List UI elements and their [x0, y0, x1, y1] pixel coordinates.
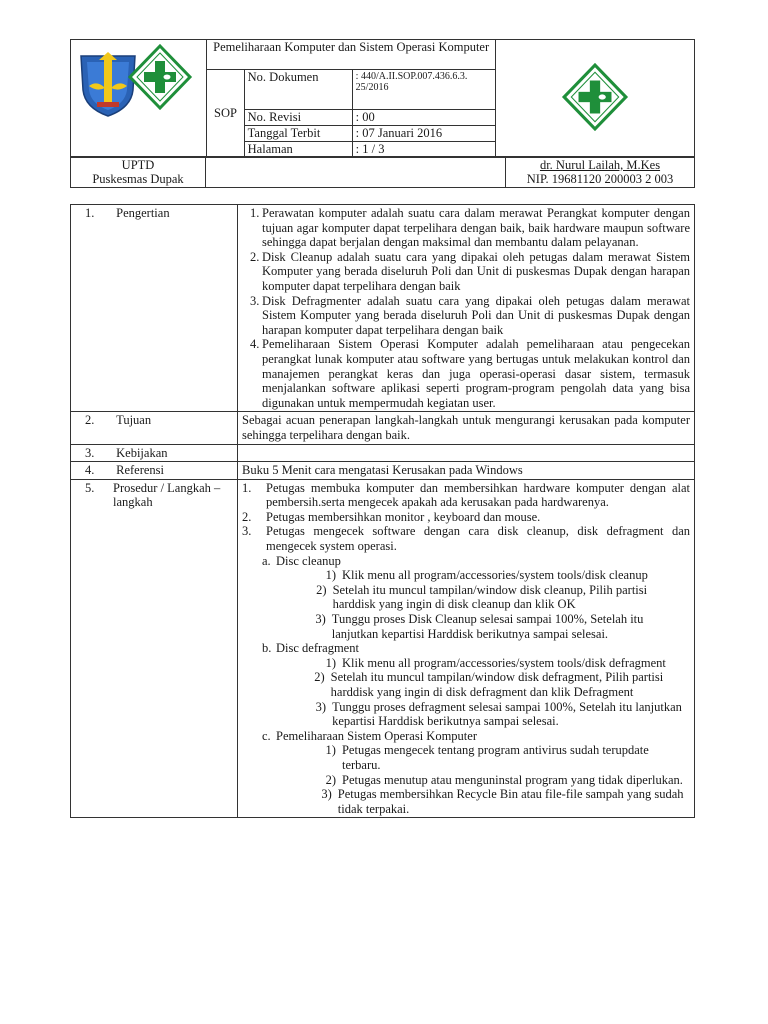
- blank-cell: [206, 157, 506, 188]
- procedure-substep: 3) Petugas membersihkan Recycle Bin atau file-file sampah yang sudah tidak terpakai.: [321, 787, 684, 816]
- sop-label-cell: [207, 70, 244, 158]
- list-item: 3. Disk Defragmenter adalah suatu cara yang dipakai oleh petugas dalam merawat Sistem Komputer yang berada diseluruh Poli dan Unit di puskesmas Dupak dengan harapan komputer dapat terpelihara dengan baik: [250, 293, 690, 337]
- revision-label: No. Revisi: [244, 110, 352, 126]
- procedure-step: 3. Petugas mengecek software dengan cara disk cleanup, disk defragment dan mengecek system operasi.: [242, 524, 690, 554]
- row-pengertian: [71, 205, 695, 412]
- header-footer-row: [70, 156, 695, 188]
- issue-date-label: Tanggal Terbit: [244, 126, 352, 142]
- procedure-step: 1. Petugas membuka komputer dan membersihkan hardware komputer dengan alat pembersih.serta mengecek apakah ada kerusakan pada hardwarenya.: [242, 480, 690, 510]
- puskesmas-cross-icon: [127, 44, 193, 110]
- doc-number-label: No. Dokumen: [244, 70, 352, 110]
- page-label: Halaman: [244, 142, 352, 158]
- logo-cell: [71, 40, 207, 158]
- document-title: Pemeliharaan Komputer dan Sistem Operasi Komputer: [213, 40, 490, 54]
- section-label-cell: 2. Tujuan: [71, 412, 238, 444]
- section-label-cell: 3. Kebijakan: [71, 444, 238, 462]
- section-content-cell: [238, 444, 695, 462]
- section-label-cell: 4. Referensi: [71, 462, 238, 480]
- signer-nip: NIP. 19681120 200003 2 003: [526, 172, 674, 186]
- procedure-substep: 1) Petugas mengecek tentang program antivirus sudah terupdate terbaru.: [325, 743, 649, 772]
- section-content-cell: Sebagai acuan penerapan langkah-langkah untuk mengurangi kerusakan pada komputer sehingga terpelihara dengan baik.: [238, 412, 695, 444]
- section-content-cell: Buku 5 Menit cara mengatasi Kerusakan pada Windows: [238, 462, 695, 480]
- org-cell: [71, 157, 206, 188]
- signer-name: dr. Nurul Lailah, M.Kes: [539, 158, 661, 172]
- section-label-cell: [71, 205, 238, 412]
- procedure-subsection: b. Disc defragment: [262, 641, 359, 656]
- revision-value: : 00: [352, 110, 495, 126]
- list-item: 4. Pemeliharaan Sistem Operasi Komputer adalah pemeliharaan atau pengecekan perangkat lunak komputer atau software yang bertugas untuk melakukan kontrol dan manajemen perangkat keras dan juga operasi-operasi dasar sistem, termasuk menjalankan software aplikasi seperti program-program pengolah data yang bisa digunakan untuk mempermudah kegiatan user.: [250, 337, 690, 410]
- issue-date-value: : 07 Januari 2016: [352, 126, 495, 142]
- section-number: 1.: [85, 206, 95, 220]
- list-item: 2. Disk Cleanup adalah suatu cara yang dipakai oleh petugas dalam merawat Sistem Komputer yang berada diseluruh Poli dan Unit di puskesmas Dupak dengan harapan komputer dapat terpelihara dengan baik: [250, 249, 690, 293]
- org-line-2: Puskesmas Dupak: [92, 172, 184, 186]
- procedure-subsection: a. Disc cleanup: [262, 553, 341, 568]
- doc-number-value: : 440/A.II.SOP.007.436.6.3. 25/2016: [352, 70, 495, 110]
- row-tujuan: [71, 412, 695, 444]
- procedure-subsection: c. Pemeliharaan Sistem Operasi Komputer: [262, 728, 477, 743]
- procedure-substep: 2) Setelah itu muncul tampilan/window disk defragment, Pilih partisi harddisk yang ingin di disk defragment dan klik Defragment: [314, 670, 664, 699]
- document-title-cell: [207, 40, 496, 70]
- section-content-cell: [238, 205, 695, 412]
- procedure-step: 2. Petugas membersihkan monitor , keyboard dan mouse.: [242, 509, 541, 524]
- procedure-substep: 2) Petugas menutup atau menguninstal program yang tidak diperlukan.: [325, 772, 683, 787]
- section-label-cell: 5. Prosedur / Langkah – langkah: [71, 479, 238, 818]
- sop-label: SOP: [214, 106, 237, 120]
- row-kebijakan: [71, 444, 695, 462]
- row-referensi: [71, 462, 695, 480]
- row-prosedur: [71, 479, 695, 818]
- procedure-substep: 3) Tunggu proses defragment selesai sampai 100%, Setelah itu lanjutkan kepartisi Harddisk berikutnya sampai selesai.: [315, 699, 682, 729]
- section-label: Pengertian: [116, 206, 170, 220]
- org-line-1: UPTD: [121, 158, 155, 172]
- procedure-substep: 3) Tunggu proses Disk Cleanup selesai sampai 100%, Setelah itu lanjutkan kepartisi Harddisk berikutnya sampai selesai.: [315, 612, 644, 641]
- sop-content-table: [70, 204, 695, 818]
- puskesmas-cross-icon: [561, 63, 629, 131]
- signer-cell: [506, 157, 695, 188]
- sop-header-table: [70, 39, 695, 158]
- procedure-substep: 1) Klik menu all program/accessories/system tools/disk cleanup: [325, 568, 648, 583]
- list-item: 1. Perawatan komputer adalah suatu cara dalam merawat Perangkat komputer dengan tujuan agar komputer dapat terpelihara dengan baik, baik hardware maupun software sehingga dapat berjalan dengan maksimal dan membantu dalam pelayanan.: [250, 206, 690, 250]
- page-value: : 1 / 3: [352, 142, 495, 158]
- right-logo-cell: [496, 40, 695, 158]
- procedure-substep: 1) Klik menu all program/accessories/system tools/disk defragment: [325, 655, 666, 670]
- section-content-cell: [238, 479, 695, 818]
- procedure-substep: 2) Setelah itu muncul tampilan/window disk cleanup, Pilih partisi harddisk yang ingin di disk cleanup dan klik OK: [316, 582, 648, 612]
